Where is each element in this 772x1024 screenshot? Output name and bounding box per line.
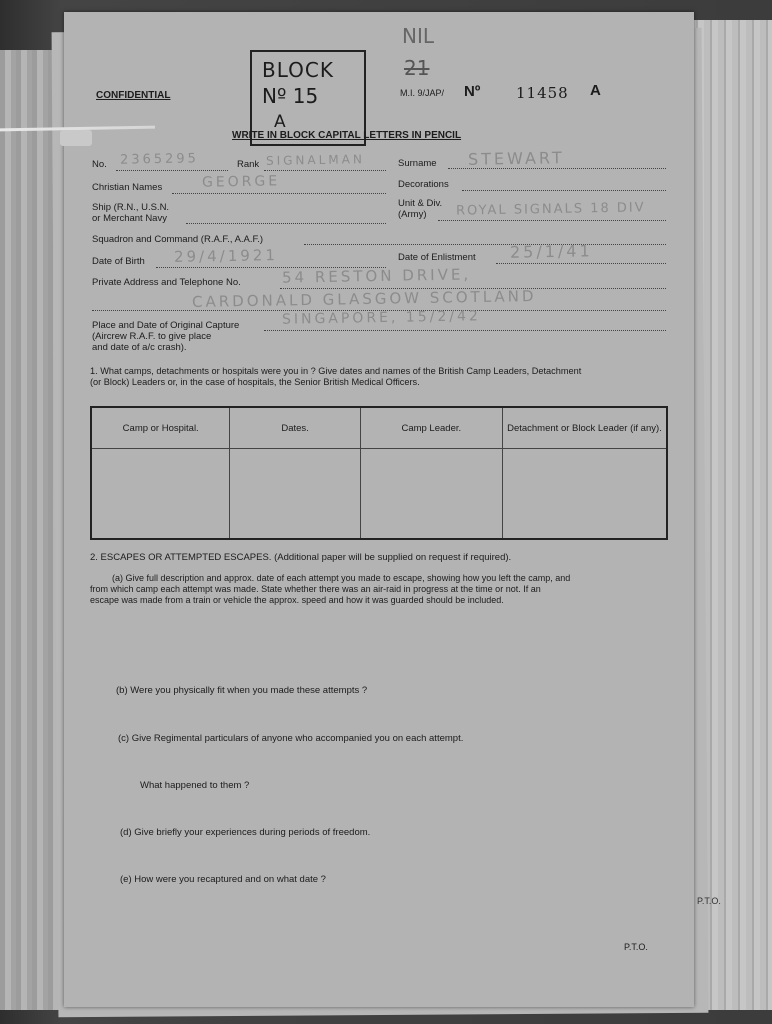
- capture-label-2: (Aircrew R.A.F. to give place: [92, 331, 212, 342]
- rank-line: [264, 170, 386, 171]
- form-page: [64, 12, 694, 1007]
- q2e: (e) How were you recaptured and on what date ?: [120, 874, 326, 885]
- col-dates: Dates.: [230, 407, 360, 449]
- squadron-line: [304, 244, 666, 245]
- decorations-line: [462, 190, 666, 191]
- q2c-sub: What happened to them ?: [140, 780, 250, 791]
- number-label: Nº: [464, 83, 481, 100]
- squadron-label: Squadron and Command (R.A.F., A.A.F.): [92, 234, 264, 245]
- pto-label: P.T.O.: [624, 942, 648, 952]
- col-camp-or-hospital: Camp or Hospital.: [91, 407, 230, 449]
- address-value-1: 54 RESTON DRIVE,: [281, 265, 472, 287]
- reference-code: M.I. 9/JAP/: [400, 88, 445, 98]
- decorations-label: Decorations: [398, 179, 449, 190]
- ship-label-1: Ship (R.N., U.S.N.: [92, 202, 170, 213]
- surname-value: STEWART: [467, 148, 565, 169]
- address-value-2: CARDONALD GLASGOW SCOTLAND: [191, 286, 537, 312]
- capture-label-1: Place and Date of Original Capture: [92, 320, 240, 331]
- no-line: [116, 170, 228, 171]
- cell-camp-or-hospital: [91, 449, 230, 540]
- q2c: (c) Give Regimental particulars of anyone who accompanied you on each attempt.: [118, 733, 464, 744]
- handwritten-ref-bottom: 21: [404, 56, 430, 80]
- cell-camp-leader: [360, 449, 502, 540]
- confidential-label: CONFIDENTIAL: [96, 90, 171, 101]
- christian-names-line: [172, 193, 386, 194]
- camps-table: [90, 406, 668, 540]
- rank-value: SIGNALMAN: [265, 152, 365, 168]
- q2a-line-1: (a) Give full description and approx. date of each attempt you made to escape, showing how you left the camp, and: [112, 573, 571, 583]
- dob-value: 29/4/1921: [173, 246, 279, 266]
- q1-line-2: (or Block) Leaders or, in the case of hospitals, the Senior British Medical Officers.: [90, 377, 420, 387]
- no-label: No.: [92, 159, 107, 170]
- capture-label-3: and date of a/c crash).: [92, 342, 187, 353]
- enlistment-value: 25/1/41: [509, 241, 593, 262]
- capture-value: SINGAPORE, 15/2/42: [281, 308, 481, 328]
- q2b: (b) Were you physically fit when you made these attempts ?: [116, 685, 368, 696]
- instruction-heading: WRITE IN BLOCK CAPITAL LETTERS IN PENCIL: [232, 130, 462, 141]
- serial-number: 11458: [516, 84, 569, 102]
- q2a-line-2: from which camp each attempt was made. State whether there was an air-raid in progress at the time or not. If an: [90, 584, 541, 594]
- christian-names-value: GEORGE: [201, 173, 281, 191]
- unit-value: ROYAL SIGNALS 18 DIV: [455, 200, 646, 219]
- address-label: Private Address and Telephone No.: [92, 277, 241, 288]
- serial-suffix: A: [590, 82, 601, 99]
- no-value: 2365295: [119, 151, 200, 168]
- q2a-line-3: escape was made from a train or vehicle the approx. speed and how it was guarded should be included.: [90, 595, 504, 605]
- q1-line-1: 1. What camps, detachments or hospitals were you in ? Give dates and names of the British Camp Leaders, Detachment: [90, 366, 582, 376]
- col-camp-leader: Camp Leader.: [360, 407, 502, 449]
- q2-title: 2. ESCAPES OR ATTEMPTED ESCAPES. (Additional paper will be supplied on request if required).: [90, 552, 512, 563]
- q2d: (d) Give briefly your experiences during periods of freedom.: [120, 827, 371, 838]
- col-detachment-leader: Detachment or Block Leader (if any).: [502, 407, 667, 449]
- capture-line: [264, 330, 666, 331]
- unit-label-1: Unit & Div.: [398, 198, 443, 209]
- block-stamp-line1: BLOCK: [262, 58, 334, 82]
- block-stamp-line2: Nº 15: [262, 84, 319, 108]
- string-tag: [60, 130, 92, 146]
- rank-label: Rank: [237, 159, 260, 170]
- cell-detachment-leader: [502, 449, 667, 540]
- handwritten-ref-top: NIL: [402, 24, 435, 48]
- unit-line: [438, 220, 666, 221]
- ship-label-2: or Merchant Navy: [92, 213, 167, 224]
- christian-names-label: Christian Names: [92, 182, 163, 193]
- unit-label-2: (Army): [398, 209, 427, 220]
- enlistment-label: Date of Enlistment: [398, 252, 476, 263]
- ship-line: [186, 223, 386, 224]
- block-stamp-line3: A: [274, 112, 286, 132]
- surname-label: Surname: [398, 158, 437, 169]
- cell-dates: [230, 449, 360, 540]
- underlying-pto: P.T.O.: [697, 896, 721, 906]
- enlistment-line: [496, 263, 666, 264]
- dob-label: Date of Birth: [92, 256, 145, 267]
